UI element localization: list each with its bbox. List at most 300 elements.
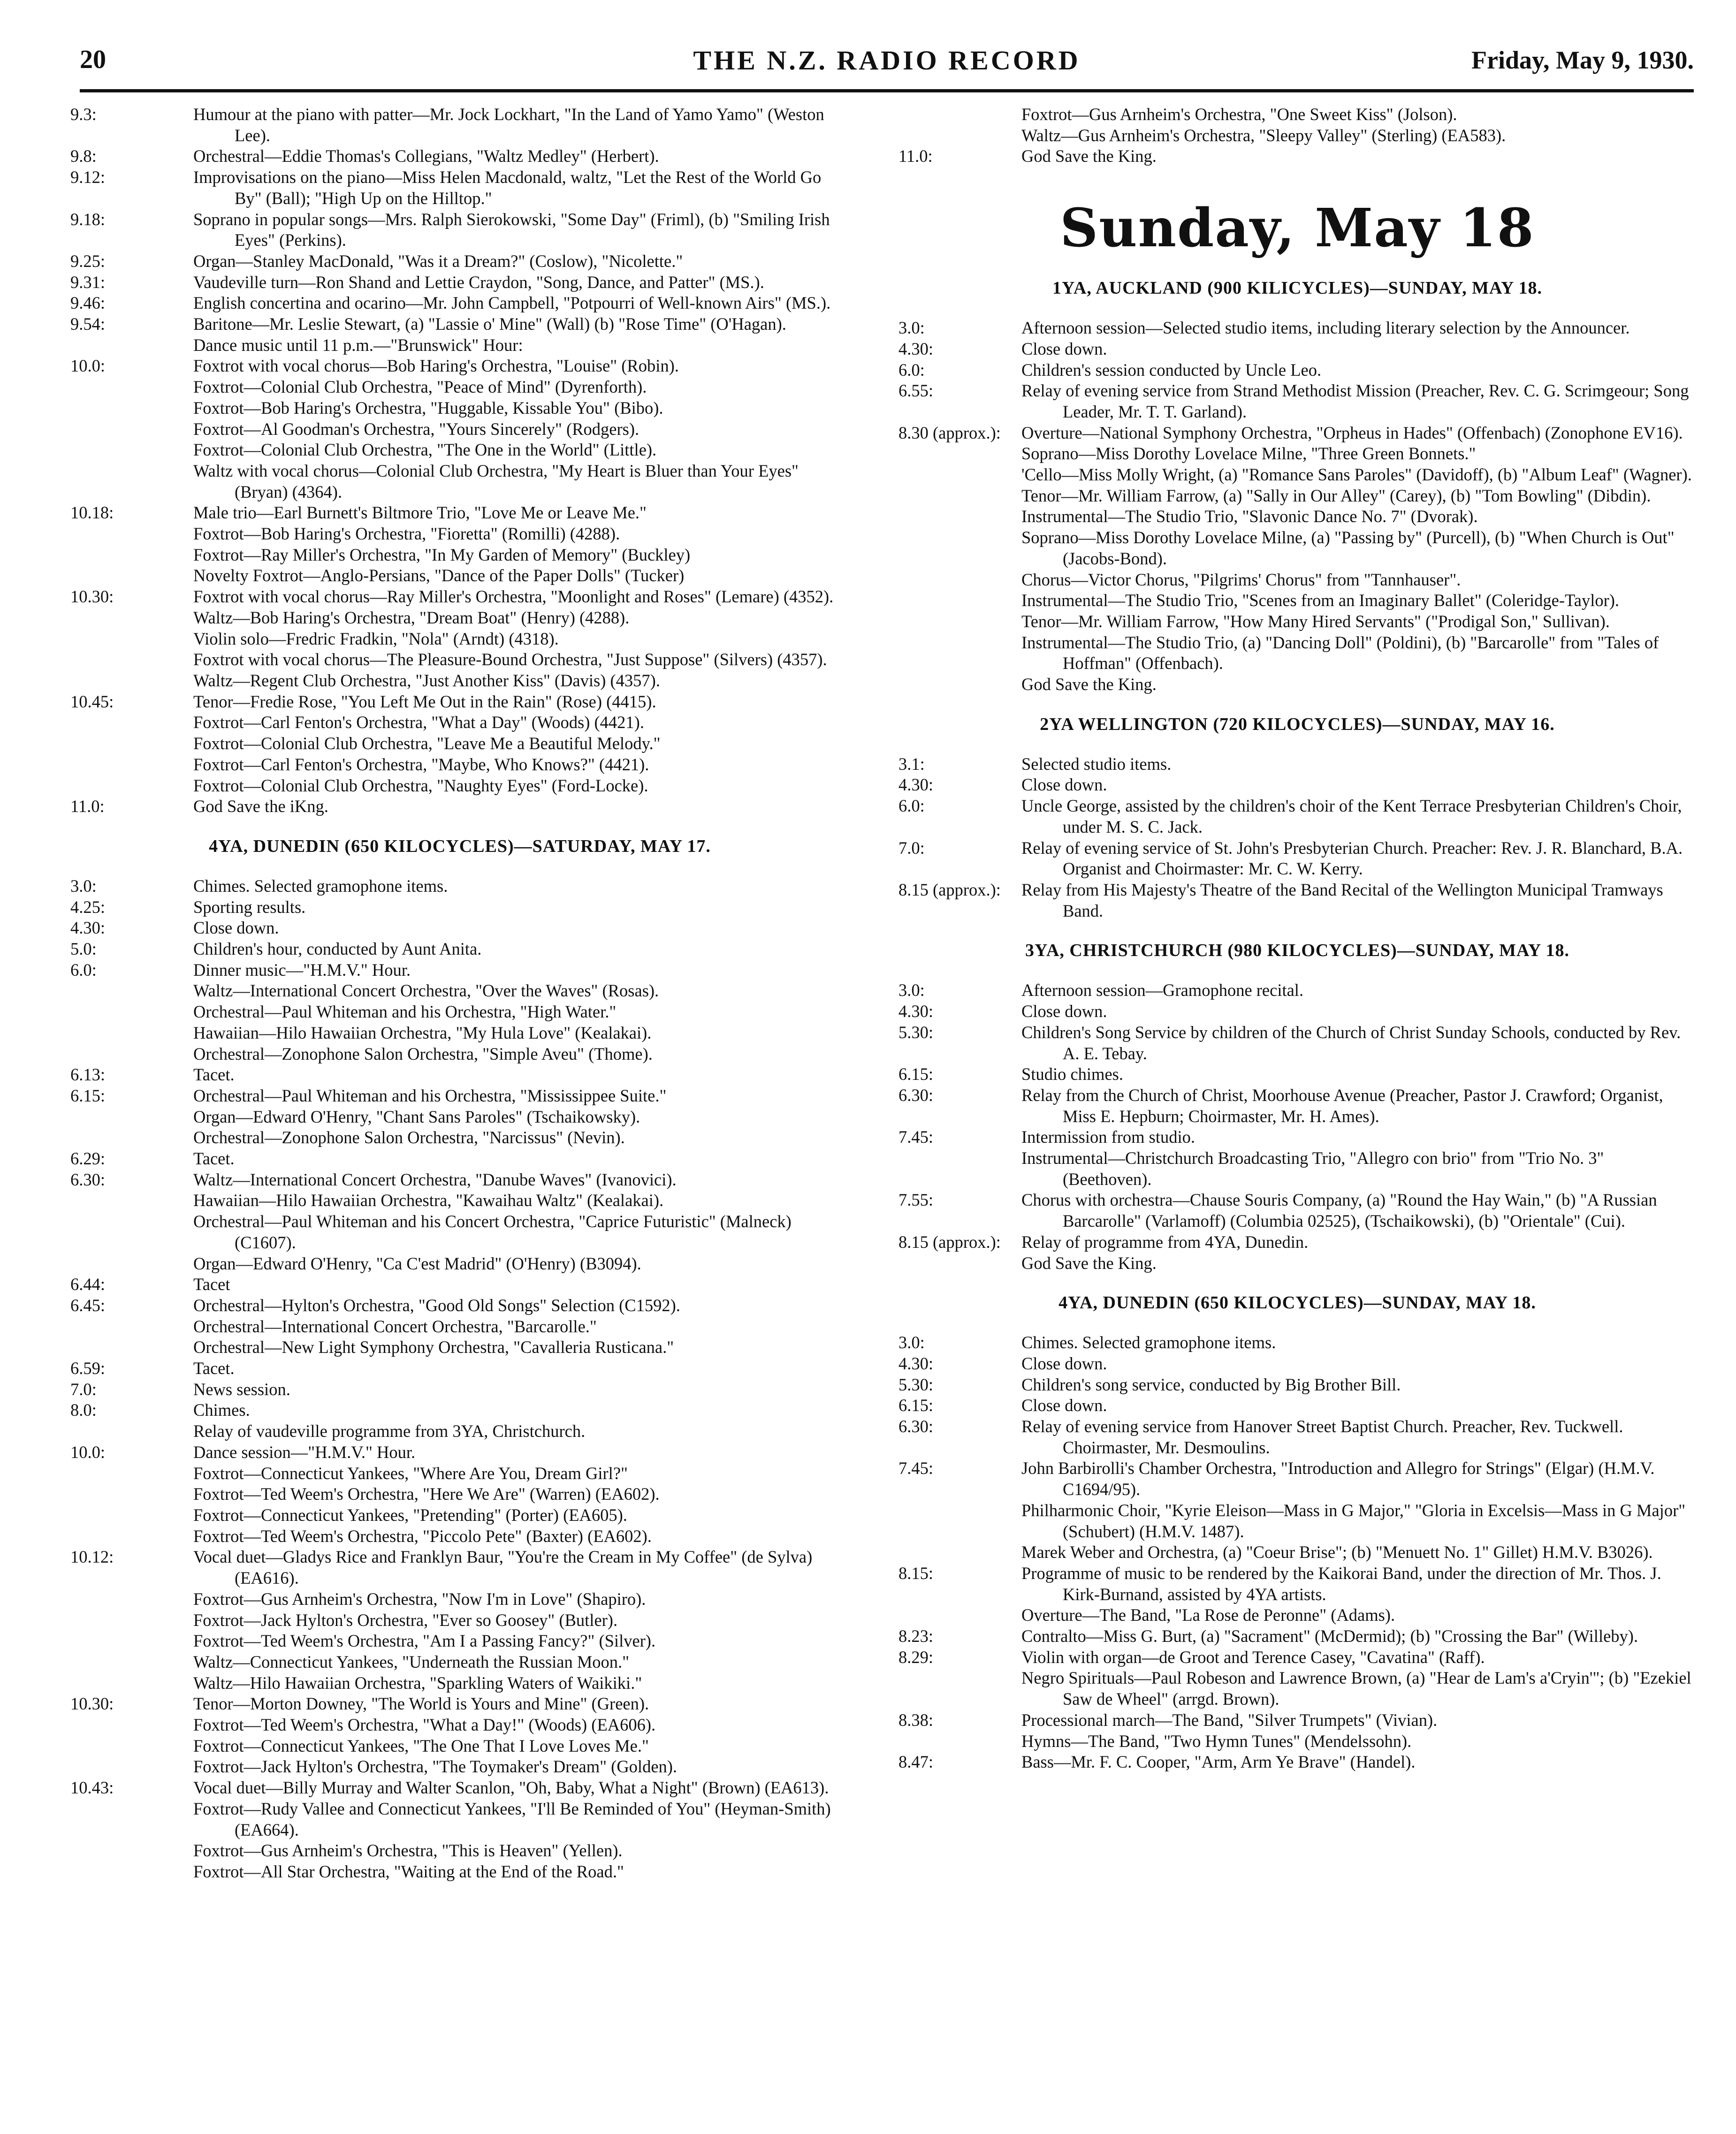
programme-entry <box>70 960 849 981</box>
entry-time: 9.8: <box>70 146 97 166</box>
entry-text: Instrumental—The Studio Trio, "Slavonic Dance No. 7" (Dvorak). <box>1021 507 1478 526</box>
entry-time: 4.30: <box>898 339 934 358</box>
entry-text: Improvisations on the piano—Miss Helen Macdonald, waltz, "Let the Rest of the World Go By" (Ball); "High Up on the Hilltop." <box>193 167 822 208</box>
programme-entry <box>70 1736 849 1757</box>
entry-time: 6.15: <box>898 1396 934 1415</box>
entry-time: 8.38: <box>898 1710 934 1730</box>
entry-text: Children's song service, conducted by Big Brother Bill. <box>1021 1375 1401 1394</box>
programme-entry <box>70 1777 849 1799</box>
programme-entry <box>70 209 849 251</box>
entry-text: Chimes. Selected gramophone items. <box>1021 1333 1276 1352</box>
programme-entry <box>898 1542 1696 1563</box>
programme-entry <box>70 1694 849 1715</box>
entry-text: God Save the iKng. <box>193 797 328 816</box>
entry-text: Orchestral—International Concert Orchestra, "Barcarolle." <box>193 1316 597 1336</box>
entry-text: Foxtrot—Ted Weem's Orchestra, "Piccolo Pete" (Baxter) (EA602). <box>193 1526 652 1546</box>
entry-text: Overture—National Symphony Orchestra, "Orpheus in Hades" (Offenbach) (Zonophone EV16). <box>1021 423 1683 442</box>
programme-entry <box>898 1232 1696 1253</box>
entry-text: Waltz—Bob Haring's Orchestra, "Dream Boat" (Henry) (4288). <box>193 608 630 627</box>
programme-entry <box>70 1148 849 1170</box>
programme-entry <box>70 608 849 629</box>
programme-entry <box>898 838 1696 880</box>
entry-time: 7.55: <box>898 1190 934 1210</box>
programme-entry <box>70 1107 849 1128</box>
section-heading-1ya: 1YA, AUCKLAND (900 KILICYCLES)—SUNDAY, MAY 18. <box>1052 278 1543 298</box>
programme-entry <box>70 356 849 377</box>
programme-entry <box>898 1001 1696 1022</box>
entry-text: Tenor—Morton Downey, "The World is Yours and Mine" (Green). <box>193 1694 649 1714</box>
programme-entry <box>898 464 1696 486</box>
entry-text: Violin with organ—de Groot and Terence Casey, "Cavatina" (Raff). <box>1021 1647 1485 1667</box>
entry-time: 6.15: <box>70 1086 106 1105</box>
entry-time: 8.15 (approx.): <box>898 1232 1001 1252</box>
entry-text: Selected studio items. <box>1021 754 1172 774</box>
entry-text: Foxtrot—Bob Haring's Orchestra, "Huggable, Kissable You" (Bibo). <box>193 398 663 418</box>
programme-entry <box>70 1652 849 1673</box>
programme-entry <box>898 1190 1696 1231</box>
entry-text: Foxtrot—Carl Fenton's Orchestra, "Maybe, Who Knows?" (4421). <box>193 754 649 774</box>
programme-entry <box>898 1752 1696 1773</box>
entry-time: 5.30: <box>898 1375 934 1394</box>
programme-entry <box>70 691 849 713</box>
programme-entry <box>70 1274 849 1295</box>
programme-entry <box>70 1715 849 1736</box>
entry-time: 9.18: <box>70 209 106 229</box>
entry-time: 4.30: <box>898 1002 934 1021</box>
entry-text: Foxtrot—Gus Arnheim's Orchestra, "One Sweet Kiss" (Jolson). <box>1021 105 1457 124</box>
programme-entry <box>70 939 849 960</box>
entry-text: Relay of evening service from Hanover Street Baptist Church. Preacher, Rev. Tuckwell. Choirmaster, Mr. Desmoulins. <box>1021 1417 1623 1457</box>
entry-text: Marek Weber and Orchestra, (a) "Coeur Brise"; (b) "Menuett No. 1" Gillet) H.M.V. B3026). <box>1021 1542 1653 1562</box>
entry-time: 6.30: <box>70 1170 106 1189</box>
programme-entry <box>70 754 849 775</box>
entry-text: Orchestral—Paul Whiteman and his Orchestra, "Mississippee Suite." <box>193 1086 667 1105</box>
programme-entry <box>898 1416 1696 1458</box>
entry-text: English concertina and ocarino—Mr. John Campbell, "Potpourri of Well-known Airs" (MS.). <box>193 293 831 313</box>
programme-entry <box>898 1085 1696 1127</box>
entry-text: Foxtrot—Gus Arnheim's Orchestra, "Now I'm in Love" (Shapiro). <box>193 1589 646 1609</box>
programme-entry <box>898 104 1696 125</box>
entry-text: Tacet. <box>193 1149 235 1169</box>
programme-entry <box>70 272 849 293</box>
programme-entry <box>70 1484 849 1505</box>
programme-entry <box>70 104 849 146</box>
programme-entry <box>898 1605 1696 1626</box>
programme-entry <box>70 1379 849 1400</box>
entry-text: Tacet <box>193 1275 230 1294</box>
programme-entry <box>70 1547 849 1588</box>
entry-text: Baritone—Mr. Leslie Stewart, (a) "Lassie o' Mine" (Wall) (b) "Rose Time" (O'Hagan). <box>193 314 786 334</box>
entry-text: Novelty Foxtrot—Anglo-Persians, "Dance of the Paper Dolls" (Tucker) <box>193 566 685 585</box>
entry-text: Dance session—"H.M.V." Hour. <box>193 1442 416 1462</box>
entry-text: Foxtrot—Ray Miller's Orchestra, "In My Garden of Memory" (Buckley) <box>193 545 691 564</box>
entry-text: Foxtrot—Colonial Club Orchestra, "Leave Me a Beautiful Melody." <box>193 734 661 753</box>
entry-text: Foxtrot—Jack Hylton's Orchestra, "Ever so Goosey" (Butler). <box>193 1610 618 1630</box>
entry-time: 3.0: <box>70 876 97 896</box>
entry-text: Foxtrot with vocal chorus—Bob Haring's Orchestra, "Louise" (Robin). <box>193 356 679 376</box>
entry-text: Relay from the Church of Christ, Moorhouse Avenue (Preacher, Pastor J. Crawford; Organist, Miss E. Hepburn; Choirmaster, Mr. H. Ames). <box>1021 1085 1663 1126</box>
section-heading-3ya: 3YA, CHRISTCHURCH (980 KILOCYCLES)—SUNDAY, MAY 18. <box>1025 941 1569 961</box>
entry-time: 6.0: <box>70 960 97 980</box>
programme-entry <box>70 1589 849 1610</box>
entry-time: 6.15: <box>898 1064 934 1084</box>
entry-text: Hawaiian—Hilo Hawaiian Orchestra, "Kawaihau Waltz" (Kealakai). <box>193 1191 664 1210</box>
programme-entry <box>70 629 849 650</box>
entry-text: Waltz—International Concert Orchestra, "Danube Waves" (Ivanovici). <box>193 1170 677 1189</box>
programme-entry <box>898 1626 1696 1647</box>
entry-text: Organ—Stanley MacDonald, "Was it a Dream?" (Coslow), "Nicolette." <box>193 251 683 271</box>
page-number: 20 <box>80 45 106 74</box>
entry-text: Foxtrot—Gus Arnheim's Orchestra, "This is Heaven" (Yellen). <box>193 1841 623 1861</box>
entry-text: Children's session conducted by Uncle Leo. <box>1021 360 1322 380</box>
entry-text: Foxtrot—Rudy Vallee and Connecticut Yankees, "I'll Be Reminded of You" (Heyman-Smith) (EA664). <box>193 1799 831 1839</box>
programme-entry <box>70 251 849 272</box>
right-column <box>898 104 1696 1773</box>
entry-text: Tenor—Fredie Rose, "You Left Me Out in the Rain" (Rose) (4415). <box>193 691 656 711</box>
entry-text: Foxtrot—Ted Weem's Orchestra, "Am I a Passing Fancy?" (Silver). <box>193 1631 656 1651</box>
programme-entry <box>70 1861 849 1883</box>
entry-text: Tacet. <box>193 1359 235 1378</box>
programme-entry <box>70 1295 849 1316</box>
programme-entry <box>898 796 1696 837</box>
entry-text: Foxtrot—Colonial Club Orchestra, "The One in the World" (Little). <box>193 440 657 460</box>
entry-time: 7.0: <box>70 1379 97 1399</box>
page-header <box>80 45 1694 82</box>
list-4ya-saturday <box>70 876 849 1883</box>
programme-entry <box>70 335 849 356</box>
entry-text: Foxtrot—Connecticut Yankees, "The One That I Love Loves Me." <box>193 1736 649 1755</box>
programme-entry <box>898 1500 1696 1542</box>
entry-text: Foxtrot—Jack Hylton's Orchestra, "The Toymaker's Dream" (Golden). <box>193 1757 678 1777</box>
list-4ya-sunday <box>898 1332 1696 1773</box>
entry-time: 5.0: <box>70 939 97 959</box>
programme-entry <box>898 1668 1696 1709</box>
programme-entry <box>70 1023 849 1044</box>
entry-time: 3.0: <box>898 980 925 1000</box>
programme-entry <box>70 293 849 314</box>
entry-text: Studio chimes. <box>1021 1064 1123 1084</box>
entry-text: Philharmonic Choir, "Kyrie Eleison—Mass in G Major," "Gloria in Excelsis—Mass in G Major" (Schubert) (H.M.V. 1487). <box>1021 1500 1686 1541</box>
entry-text: Orchestral—Paul Whiteman and his Concert Orchestra, "Caprice Futuristic" (Malneck) (C1607). <box>193 1212 792 1252</box>
entry-text: Orchestral—Hylton's Orchestra, "Good Old Songs" Selection (C1592). <box>193 1295 680 1315</box>
programme-entry <box>70 1442 849 1463</box>
programme-entry <box>70 1086 849 1107</box>
entry-text: Soprano—Miss Dorothy Lovelace Milne, "Three Green Bonnets." <box>1021 444 1476 463</box>
entry-text: Relay of programme from 4YA, Dunedin. <box>1021 1232 1309 1252</box>
programme-entry <box>70 398 849 419</box>
entry-time: 10.45: <box>70 691 114 711</box>
entry-text: Organ—Edward O'Henry, "Ca C'est Madrid" (O'Henry) (B3094). <box>193 1253 641 1273</box>
programme-entry <box>898 1710 1696 1731</box>
list-2ya <box>898 754 1696 922</box>
programme-entry <box>70 1673 849 1694</box>
entry-text: Foxtrot—Connecticut Yankees, "Where Are You, Dream Girl?" <box>193 1463 628 1483</box>
programme-entry <box>70 1840 849 1861</box>
programme-entry <box>70 980 849 1002</box>
entry-time: 8.47: <box>898 1752 934 1772</box>
right-top-list <box>898 104 1696 167</box>
programme-entry <box>898 380 1696 422</box>
programme-entry <box>898 423 1696 444</box>
programme-entry <box>898 880 1696 921</box>
entry-text: Close down. <box>1021 339 1107 358</box>
programme-entry <box>898 1022 1696 1064</box>
entry-time: 6.44: <box>70 1275 106 1294</box>
entry-text: Orchestral—Zonophone Salon Orchestra, "Narcissus" (Nevin). <box>193 1128 625 1147</box>
programme-entry <box>898 570 1696 591</box>
programme-entry <box>898 1353 1696 1375</box>
entry-text: Waltz—Gus Arnheim's Orchestra, "Sleepy Valley" (Sterling) (EA583). <box>1021 125 1506 145</box>
entry-text: Tenor—Mr. William Farrow, "How Many Hired Servants" ("Prodigal Son," Sullivan). <box>1021 611 1610 631</box>
entry-time: 6.59: <box>70 1359 106 1378</box>
programme-entry <box>70 1421 849 1442</box>
entry-time: 8.29: <box>898 1647 934 1667</box>
entry-text: Close down. <box>1021 1002 1107 1021</box>
entry-time: 6.30: <box>898 1085 934 1105</box>
entry-text: Programme of music to be rendered by the Kaikorai Band, under the direction of Mr. Thos. J. Kirk-Burnand, assisted by 4YA artists. <box>1021 1563 1661 1604</box>
entry-text: Male trio—Earl Burnett's Biltmore Trio, "Love Me or Leave Me." <box>193 503 647 523</box>
entry-time: 4.30: <box>898 1353 934 1373</box>
entry-time: 7.45: <box>898 1127 934 1147</box>
entry-text: God Save the King. <box>1021 1253 1157 1273</box>
list-3ya <box>898 980 1696 1274</box>
entry-text: John Barbirolli's Chamber Orchestra, "Introduction and Allegro for Strings" (Elgar) (H.M.V. C1694/95). <box>1021 1458 1655 1499</box>
programme-entry <box>898 1731 1696 1752</box>
programme-entry <box>898 1647 1696 1668</box>
entry-time: 7.45: <box>898 1458 934 1478</box>
entry-time: 8.15: <box>898 1563 934 1583</box>
programme-entry <box>70 1337 849 1358</box>
programme-entry <box>70 461 849 502</box>
entry-text: God Save the King. <box>1021 146 1157 166</box>
programme-entry <box>898 1127 1696 1148</box>
entry-text: Uncle George, assisted by the children's choir of the Kent Terrace Presbyterian Children's Choir, under M. S. C. Jack. <box>1021 796 1682 836</box>
programme-entry <box>70 649 849 670</box>
entry-time: 10.12: <box>70 1547 114 1567</box>
entry-text: Negro Spirituals—Paul Robeson and Lawrence Brown, (a) "Hear de Lam's a'Cryin'"; (b) "Ezekiel Saw de Wheel" (arrgd. Brown). <box>1021 1668 1691 1709</box>
programme-entry <box>70 167 849 209</box>
entry-text: Vocal duet—Billy Murray and Walter Scanlon, "Oh, Baby, What a Night" (Brown) (EA613). <box>193 1778 829 1798</box>
entry-time: 10.30: <box>70 1694 114 1714</box>
programme-entry <box>70 670 849 691</box>
programme-entry <box>70 440 849 461</box>
entry-text: Orchestral—Paul Whiteman and his Orchestra, "High Water." <box>193 1002 617 1022</box>
entry-text: Waltz—Regent Club Orchestra, "Just Another Kiss" (Davis) (4357). <box>193 670 660 690</box>
programme-entry <box>70 419 849 440</box>
programme-entry <box>70 1505 849 1526</box>
programme-entry <box>898 590 1696 611</box>
entry-text: 'Cello—Miss Molly Wright, (a) "Romance Sans Paroles" (Davidoff), (b) "Album Leaf" (Wagner). <box>1021 465 1692 485</box>
programme-entry <box>70 1211 849 1253</box>
programme-entry <box>898 360 1696 381</box>
programme-entry <box>70 146 849 167</box>
entry-time: 7.0: <box>898 838 925 858</box>
entry-text: Organ—Edward O'Henry, "Chant Sans Paroles" (Tschaikowsky). <box>193 1107 640 1126</box>
entry-time: 11.0: <box>898 146 933 166</box>
entry-time: 4.30: <box>70 918 106 938</box>
programme-entry <box>898 125 1696 146</box>
entry-time: 9.25: <box>70 251 106 271</box>
section-heading-2ya: 2YA WELLINGTON (720 KILOCYCLES)—SUNDAY, MAY 16. <box>1040 714 1555 734</box>
programme-entry <box>898 506 1696 527</box>
entry-time: 9.12: <box>70 167 106 187</box>
entry-text: Vaudeville turn—Ron Shand and Lettie Craydon, "Song, Dance, and Patter" (MS.). <box>193 272 764 292</box>
programme-entry <box>898 527 1696 569</box>
programme-entry <box>898 1148 1696 1190</box>
entry-text: Foxtrot with vocal chorus—The Pleasure-Bound Orchestra, "Just Suppose" (Silvers) (4357). <box>193 650 827 669</box>
entry-time: 10.30: <box>70 587 114 607</box>
entry-text: Foxtrot—Carl Fenton's Orchestra, "What a Day" (Woods) (4421). <box>193 713 644 732</box>
programme-entry <box>70 1526 849 1547</box>
entry-time: 4.30: <box>898 775 934 795</box>
programme-entry <box>70 1253 849 1275</box>
entry-text: Waltz—International Concert Orchestra, "Over the Waves" (Rosas). <box>193 981 659 1001</box>
header-rule <box>80 89 1694 92</box>
entry-text: Overture—The Band, "La Rose de Peronne" (Adams). <box>1021 1605 1395 1625</box>
entry-text: Tenor—Mr. William Farrow, (a) "Sally in Our Alley" (Carey), (b) "Tom Bowling" (Dibdin). <box>1021 486 1651 505</box>
entry-time: 8.30 (approx.): <box>898 423 1001 442</box>
entry-time: 4.25: <box>70 897 106 917</box>
programme-entry <box>70 1463 849 1484</box>
programme-entry <box>70 314 849 335</box>
entry-text: Close down. <box>1021 1353 1107 1373</box>
entry-time: 11.0: <box>70 797 105 816</box>
programme-entry <box>70 796 849 817</box>
entry-text: Intermission from studio. <box>1021 1127 1195 1147</box>
entry-text: Close down. <box>193 918 279 938</box>
entry-text: Close down. <box>1021 1396 1107 1415</box>
programme-entry <box>70 1064 849 1086</box>
programme-entry <box>70 1631 849 1652</box>
programme-entry <box>70 524 849 545</box>
entry-text: Relay of evening service from Strand Methodist Mission (Preacher, Rev. C. G. Scrimgeour; Song Leader, Mr. T. T. Garland). <box>1021 381 1689 421</box>
entry-time: 9.54: <box>70 314 106 334</box>
programme-entry <box>70 502 849 524</box>
programme-entry <box>70 733 849 754</box>
entry-time: 10.0: <box>70 1442 106 1462</box>
entry-text: Violin solo—Fredric Fradkin, "Nola" (Arndt) (4318). <box>193 629 559 648</box>
entry-text: Foxtrot—Ted Weem's Orchestra, "What a Day!" (Woods) (EA606). <box>193 1715 656 1735</box>
programme-entry <box>898 611 1696 632</box>
left-top-list <box>70 104 849 817</box>
entry-time: 6.55: <box>898 381 934 401</box>
entry-text: Foxtrot—Al Goodman's Orchestra, "Yours Sincerely" (Rodgers). <box>193 419 640 439</box>
programme-entry <box>70 1044 849 1065</box>
entry-text: Afternoon session—Selected studio items, including literary selection by the Announcer. <box>1021 318 1630 338</box>
entry-text: Vocal duet—Gladys Rice and Franklyn Baur, "You're the Cream in My Coffee" (de Sylva) (EA616). <box>193 1547 813 1588</box>
entry-text: Foxtrot—Colonial Club Orchestra, "Naughty Eyes" (Ford-Locke). <box>193 775 648 795</box>
programme-entry <box>898 1064 1696 1085</box>
issue-date: Friday, May 9, 1930. <box>1471 46 1694 74</box>
entry-text: God Save the King. <box>1021 675 1157 694</box>
entry-time: 8.23: <box>898 1626 934 1646</box>
entry-text: Children's hour, conducted by Aunt Anita. <box>193 939 482 959</box>
programme-entry <box>70 876 849 897</box>
entry-time: 10.18: <box>70 503 114 523</box>
entry-text: Sporting results. <box>193 897 306 917</box>
entry-text: Waltz—Connecticut Yankees, "Underneath the Russian Moon." <box>193 1652 630 1671</box>
entry-text: Instrumental—The Studio Trio, "Scenes from an Imaginary Ballet" (Coleridge-Taylor). <box>1021 591 1620 610</box>
entry-time: 8.15 (approx.): <box>898 880 1001 899</box>
entry-text: Bass—Mr. F. C. Cooper, "Arm, Arm Ye Brave" (Handel). <box>1021 1752 1416 1772</box>
programme-entry <box>898 980 1696 1001</box>
list-1ya <box>898 318 1696 695</box>
programme-entry <box>898 1563 1696 1605</box>
entry-text: Foxtrot—Colonial Club Orchestra, "Peace of Mind" (Dyrenforth). <box>193 377 647 397</box>
entry-text: Chimes. Selected gramophone items. <box>193 876 448 896</box>
entry-time: 6.13: <box>70 1065 106 1085</box>
programme-entry <box>70 1799 849 1840</box>
entry-text: Instrumental—The Studio Trio, (a) "Dancing Doll" (Poldini), (b) "Barcarolle" from "Tales of Hoffman" (Offenbach). <box>1021 632 1659 673</box>
entry-time: 6.29: <box>70 1149 106 1169</box>
entry-time: 6.30: <box>898 1417 934 1436</box>
entry-time: 6.0: <box>898 796 925 816</box>
programme-entry <box>898 1375 1696 1396</box>
entry-text: News session. <box>193 1379 290 1399</box>
entry-text: Waltz—Hilo Hawaiian Orchestra, "Sparkling Waters of Waikiki." <box>193 1673 642 1693</box>
entry-time: 8.0: <box>70 1400 97 1420</box>
entry-text: Orchestral—New Light Symphony Orchestra, "Cavalleria Rusticana." <box>193 1337 674 1357</box>
programme-entry <box>70 1002 849 1023</box>
entry-time: 10.0: <box>70 356 106 376</box>
entry-text: Chorus with orchestra—Chause Souris Company, (a) "Round the Hay Wain," (b) "A Russian Barcarolle" (Varlamoff) (Columbia 02525), (Tschaikowski), (b) "Orientale" (Cui). <box>1021 1190 1657 1231</box>
sunday-heading: Sunday, May 18 <box>1060 197 1535 259</box>
programme-entry <box>70 918 849 939</box>
entry-text: Relay of vaudeville programme from 3YA, Christchurch. <box>193 1421 586 1441</box>
entry-time: 9.3: <box>70 105 97 124</box>
entry-text: Relay of evening service of St. John's Presbyterian Church. Preacher: Rev. J. R. Blanchard, B.A. Organist and Choirmaster: Mr. C. W. Kerry. <box>1021 838 1683 879</box>
entry-text: Foxtrot—Bob Haring's Orchestra, "Fioretta" (Romilli) (4288). <box>193 524 620 544</box>
entry-text: Contralto—Miss G. Burt, (a) "Sacrament" (McDermid); (b) "Crossing the Bar" (Willeby). <box>1021 1626 1638 1646</box>
entry-text: Orchestral—Zonophone Salon Orchestra, "Simple Aveu" (Thome). <box>193 1044 653 1063</box>
entry-time: 6.45: <box>70 1295 106 1315</box>
programme-entry <box>70 1610 849 1631</box>
entry-time: 9.46: <box>70 293 106 313</box>
entry-text: Chimes. <box>193 1400 250 1420</box>
entry-text: Tacet. <box>193 1065 235 1085</box>
entry-text: Foxtrot with vocal chorus—Ray Miller's Orchestra, "Moonlight and Roses" (Lemare) (4352). <box>193 587 834 607</box>
programme-entry <box>70 1170 849 1191</box>
programme-entry <box>898 1253 1696 1274</box>
programme-entry <box>898 1395 1696 1416</box>
programme-entry <box>70 1127 849 1148</box>
entry-text: Children's Song Service by children of the Church of Christ Sunday Schools, conducted by Rev. A. E. Tebay. <box>1021 1022 1681 1063</box>
programme-entry <box>70 1400 849 1421</box>
programme-entry <box>70 545 849 566</box>
programme-entry <box>70 1190 849 1211</box>
programme-entry <box>898 1332 1696 1353</box>
programme-entry <box>898 339 1696 360</box>
entry-time: 3.0: <box>898 318 925 338</box>
entry-time: 6.0: <box>898 360 925 380</box>
section-heading-4ya-sunday: 4YA, DUNEDIN (650 KILOCYCLES)—SUNDAY, MAY 18. <box>1058 1293 1536 1313</box>
left-column <box>70 104 849 1883</box>
programme-entry <box>898 443 1696 464</box>
programme-entry <box>898 1458 1696 1500</box>
entry-time: 3.1: <box>898 754 925 774</box>
entry-text: Chorus—Victor Chorus, "Pilgrims' Chorus" from "Tannhauser". <box>1021 570 1461 589</box>
entry-text: Humour at the piano with patter—Mr. Jock Lockhart, "In the Land of Yamo Yamo" (Weston Lee). <box>193 105 824 145</box>
entry-text: Hymns—The Band, "Two Hymn Tunes" (Mendelssohn). <box>1021 1731 1412 1751</box>
entry-time: 5.30: <box>898 1022 934 1042</box>
section-heading-4ya-saturday: 4YA, DUNEDIN (650 KILOCYCLES)—SATURDAY, MAY 17. <box>209 836 711 856</box>
programme-entry <box>898 754 1696 775</box>
entry-time: 3.0: <box>898 1333 925 1352</box>
entry-text: Soprano in popular songs—Mrs. Ralph Sierokowski, "Some Day" (Friml), (b) "Smiling Irish Eyes" (Perkins). <box>193 209 830 250</box>
entry-time: 9.31: <box>70 272 106 292</box>
entry-text: Foxtrot—Ted Weem's Orchestra, "Here We Are" (Warren) (EA602). <box>193 1484 660 1504</box>
programme-entry <box>898 318 1696 339</box>
